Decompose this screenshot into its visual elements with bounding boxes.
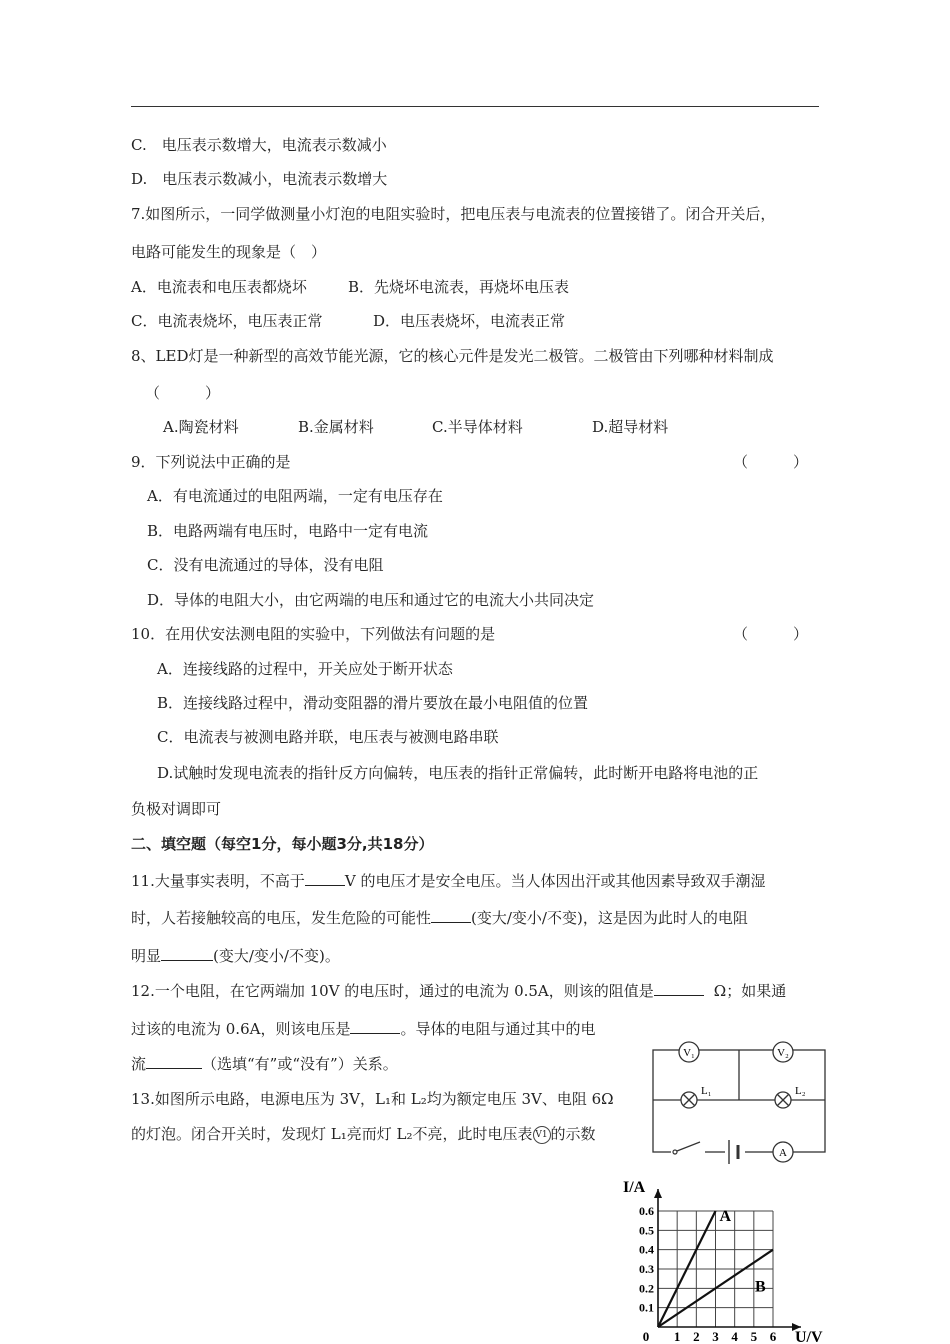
y-tick-label: 0.1 (639, 1300, 654, 1315)
q10-option-a: A．连接线路的过程中，开关应处于断开状态 (157, 660, 453, 678)
q7-option-c: C．电流表烧坏，电压表正常 (131, 312, 323, 330)
q7-option-a: A．电流表和电压表都烧坏 (131, 278, 307, 296)
ammeter-label: A (779, 1147, 787, 1159)
y-tick-label: 0.6 (639, 1204, 654, 1218)
q10-stem: 10．在用伏安法测电阻的实验中，下列做法有问题的是 (131, 625, 496, 643)
q12-text-d: 。导体的电阻与通过其中的电 (400, 1020, 596, 1038)
q8-option-a: A.陶瓷材料 (163, 418, 239, 436)
x-tick-label: 2 (693, 1329, 700, 1344)
voltmeter-v1-symbol: V1 (533, 1126, 551, 1144)
q13-line2 (131, 1124, 596, 1144)
q11-text-e: 明显 (131, 947, 162, 965)
circuit-diagram (645, 1040, 835, 1170)
q7-stem-line2: 电路可能发生的现象是（ ） (131, 243, 327, 261)
v1-label: V₁ (683, 1047, 695, 1059)
q12-text-c: 过该的电流为 0.6A，则该电压是 (131, 1020, 351, 1038)
q9-bracket: （ ） (733, 453, 809, 471)
q12-text-f: （选填“有”或“没有”）关系。 (202, 1055, 398, 1073)
q11-line3 (131, 944, 340, 966)
q12-blank-2[interactable] (350, 1017, 400, 1034)
q12-text-b: Ω；如果通 (713, 982, 787, 1000)
q9-option-a: A．有电流通过的电阻两端，一定有电压存在 (147, 487, 443, 505)
q12-blank-3[interactable] (146, 1052, 202, 1069)
q10-option-d-line2: 负极对调即可 (131, 800, 222, 818)
x-axis-label: U/V (795, 1329, 823, 1344)
section-title: 二、填空题（每空1分，每小题3分,共18分） (131, 835, 434, 853)
x-tick-label: 5 (750, 1329, 758, 1344)
chart-grid (658, 1211, 773, 1327)
x-tick-label: 4 (731, 1329, 738, 1344)
y-tick-label: 0.5 (639, 1223, 654, 1238)
q10-option-b: B．连接线路过程中，滑动变阻器的滑片要放在最小电阻值的位置 (157, 694, 589, 712)
q8-stem: 8、LED灯是一种新型的高效节能光源，它的核心元件是发光二极管。二极管由下列哪种材料制成 (131, 347, 774, 365)
q11-text-b: V 的电压才是安全电压。当人体因出汗或其他因素导致双手潮湿 (344, 872, 766, 890)
q6-option-d: D. 电压表示数减小，电流表示数增大 (131, 170, 388, 188)
q8-option-b: B.金属材料 (298, 418, 374, 436)
q8-option-c: C.半导体材料 (432, 418, 523, 436)
q12-line1 (131, 979, 786, 1001)
q11-text-a: 11.大量事实表明，不高于 (131, 872, 305, 890)
x-tick-label: 0 (642, 1329, 650, 1344)
series-label-b: B (755, 1278, 766, 1296)
q11-text-f: (变大/变小/不变)。 (213, 947, 340, 965)
q12-line3 (131, 1052, 398, 1074)
q12-text-a: 12.一个电阻，在它两端加 10V 的电压时，通过的电流为 0.5A，则该的阻值是 (131, 982, 654, 1000)
q9-option-d: D．导体的电阻大小，由它两端的电压和通过它的电流大小共同决定 (147, 591, 595, 609)
q7-stem-line1: 7.如图所示，一同学做测量小灯泡的电阻实验时，把电压表与电流表的位置接错了。闭合开关后， (131, 205, 776, 223)
q7-option-b: B．先烧坏电流表，再烧坏电压表 (348, 278, 570, 296)
q11-blank-2[interactable] (431, 906, 471, 923)
q9-option-c: C．没有电流通过的导体，没有电阻 (147, 556, 384, 574)
q9-stem: 9．下列说法中正确的是 (131, 453, 291, 471)
q12-line2 (131, 1017, 595, 1039)
q13-text-b: 的示数 (550, 1125, 596, 1143)
header-rule (131, 106, 819, 107)
q7-option-d: D．电压表烧坏，电流表正常 (373, 312, 566, 330)
x-tick-label: 6 (769, 1329, 777, 1344)
x-tick-label: 1 (673, 1329, 681, 1344)
q11-line1 (131, 869, 765, 891)
q11-text-d: (变大/变小/不变)，这是因为此时人的电阻 (471, 909, 748, 927)
q11-line2 (131, 906, 748, 928)
q11-text-c: 时，人若接触较高的电压，发生危险的可能性 (131, 909, 432, 927)
q10-option-c: C．电流表与被测电路并联，电压表与被测电路串联 (157, 728, 499, 746)
q9-option-b: B．电路两端有电压时，电路中一定有电流 (147, 522, 429, 540)
q10-option-d-line1: D.试触时发现电流表的指针反方向偏转，电压表的指针正常偏转，此时断开电路将电池的正 (157, 764, 759, 782)
x-tick-label: 3 (712, 1329, 719, 1344)
v2-label: V₂ (777, 1047, 789, 1059)
q8-bracket: （ ） (145, 384, 221, 402)
switch-contact (673, 1150, 677, 1154)
q8-option-d: D.超导材料 (592, 418, 669, 436)
q6-option-c: C. 电压表示数增大，电流表示数减小 (131, 136, 387, 154)
q12-text-e: 流 (131, 1055, 147, 1073)
l2-label: L₂ (795, 1085, 806, 1097)
series-label-a: A (719, 1208, 732, 1225)
q13-line1: 13.如图所示电路，电源电压为 3V，L₁和 L₂均为额定电压 3V、电阻 6Ω (131, 1090, 614, 1108)
q11-blank-3[interactable] (161, 944, 213, 961)
l1-label: L₁ (701, 1085, 712, 1097)
iu-chart (615, 1172, 840, 1344)
y-tick-label: 0.4 (639, 1242, 654, 1257)
q13-text-a: 的灯泡。闭合开关时，发现灯 L₁亮而灯 L₂不亮，此时电压表 (131, 1125, 533, 1143)
y-tick-label: 0.3 (639, 1262, 654, 1276)
y-axis-arrow (654, 1189, 662, 1198)
q10-bracket: （ ） (733, 625, 809, 643)
y-tick-label: 0.2 (639, 1281, 654, 1296)
q11-blank-1[interactable] (305, 869, 345, 886)
q12-blank-1[interactable] (654, 979, 704, 996)
y-axis-label: I/A (623, 1179, 646, 1196)
